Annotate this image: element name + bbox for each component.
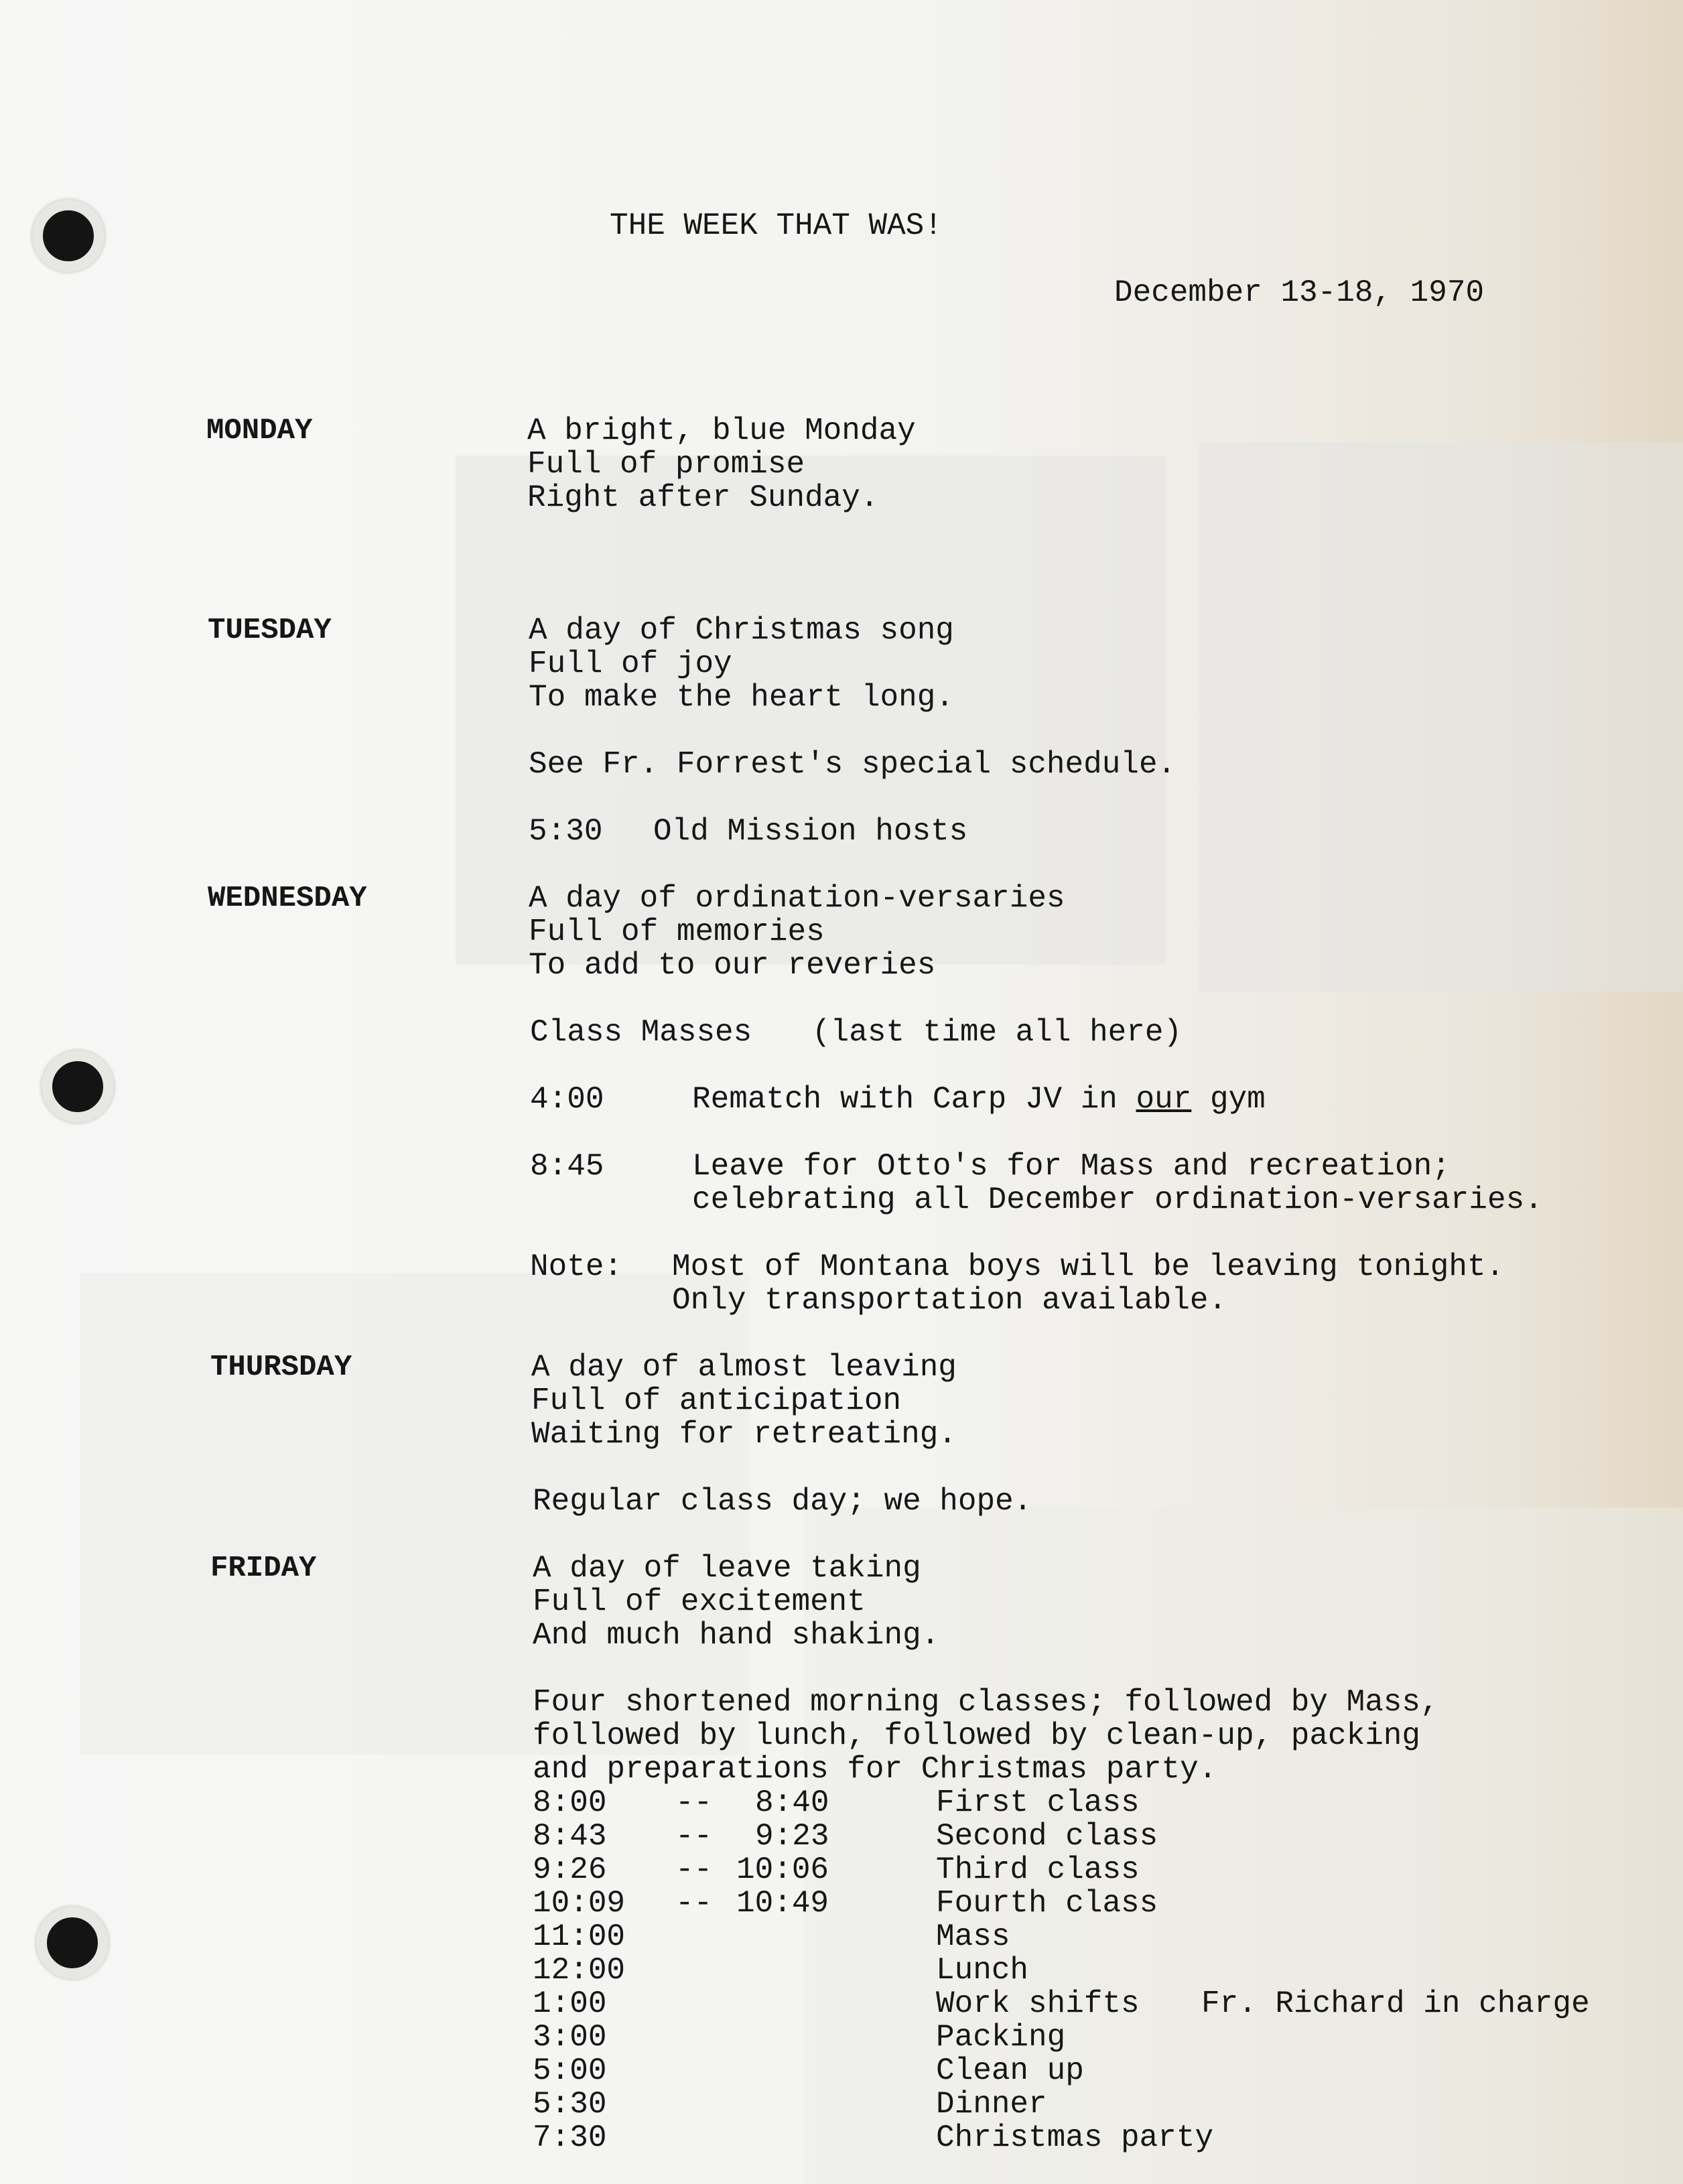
event-text-part: gym [1191,1082,1266,1117]
work-shift-note: Fr. Richard in charge [1201,1986,1590,2021]
monday-line: Full of promise [527,447,805,482]
thursday-note: Regular class day; we hope. [533,1484,1032,1519]
schedule-activity: Clean up [936,2053,1084,2088]
class-masses-note: (last time all here) [812,1015,1183,1050]
wednesday-event-text: Leave for Otto's for Mass and recreation; [692,1149,1451,1184]
schedule-dash: -- [675,1852,713,1887]
schedule-dash: -- [675,1886,713,1921]
day-label-thursday: THURSDAY [210,1351,352,1384]
schedule-start-time: 10:09 [533,1886,626,1921]
friday-line: And much hand shaking. [533,1618,940,1653]
binder-hole [32,200,105,272]
schedule-activity: Dinner [936,2087,1047,2122]
thursday-line: A day of almost leaving [531,1350,957,1385]
schedule-activity: Packing [936,2020,1066,2055]
tuesday-line: Full of joy [529,646,732,681]
schedule-start-time: 5:30 [533,2087,607,2122]
schedule-activity: Work shifts [936,1986,1140,2021]
underlined-word: our [1136,1082,1192,1117]
schedule-start-time: 3:00 [533,2020,607,2055]
tuesday-line: A day of Christmas song [529,613,954,648]
friday-paragraph-line: and preparations for Christmas party. [533,1752,1217,1787]
schedule-start-time: 9:26 [533,1852,607,1887]
friday-line: A day of leave taking [533,1551,921,1586]
schedule-activity: First class [936,1785,1140,1820]
wednesday-event-text [692,1083,1266,1116]
wednesday-event-text: celebrating all December ordination-versaries. [692,1182,1543,1217]
friday-paragraph-line: Four shortened morning classes; followed by Mass, [533,1685,1439,1720]
wednesday-event-time: 4:00 [530,1082,604,1117]
day-label-wednesday: WEDNESDAY [208,882,367,915]
wednesday-line: Full of memories [529,914,825,949]
friday-paragraph-line: followed by lunch, followed by clean-up, packing [533,1718,1421,1753]
schedule-end-time: 10:06 [736,1852,829,1887]
tuesday-event-text: Old Mission hosts [653,814,968,849]
tuesday-event-time: 5:30 [529,814,603,849]
bleed-through-photo [1199,442,1683,992]
tuesday-line: To make the heart long. [529,680,954,715]
day-label-monday: MONDAY [206,414,313,448]
schedule-dash: -- [675,1785,713,1820]
tuesday-note: See Fr. Forrest's special schedule. [529,747,1176,782]
schedule-end-time: 8:40 [755,1785,829,1820]
page-title: THE WEEK THAT WAS! [610,208,943,243]
schedule-start-time: 11:00 [533,1919,626,1954]
schedule-activity: Third class [936,1852,1140,1887]
schedule-activity: Second class [936,1819,1158,1854]
binder-hole [36,1907,109,1979]
monday-line: A bright, blue Monday [527,413,916,448]
schedule-start-time: 7:30 [533,2120,607,2155]
schedule-start-time: 1:00 [533,1986,607,2021]
day-label-tuesday: TUESDAY [208,614,332,647]
schedule-start-time: 5:00 [533,2053,607,2088]
schedule-activity: Lunch [936,1953,1029,1988]
note-label: Note: [530,1249,623,1284]
friday-line: Full of excitement [533,1584,866,1619]
class-masses-label: Class Masses [530,1015,752,1050]
note-text: Most of Montana boys will be leaving tonight. [672,1249,1505,1284]
wednesday-event-time: 8:45 [530,1149,604,1184]
schedule-start-time: 8:43 [533,1819,607,1854]
event-text-part: Rematch with Carp JV in [692,1082,1136,1117]
note-text: Only transportation available. [672,1283,1227,1318]
schedule-dash: -- [675,1819,713,1854]
binder-hole [42,1050,114,1123]
monday-line: Right after Sunday. [527,480,879,515]
schedule-activity: Mass [936,1919,1010,1954]
schedule-start-time: 8:00 [533,1785,607,1820]
day-label-friday: FRIDAY [210,1552,317,1585]
page-date: December 13-18, 1970 [1114,275,1485,310]
thursday-line: Waiting for retreating. [531,1417,957,1452]
schedule-activity: Fourth class [936,1886,1158,1921]
thursday-line: Full of anticipation [531,1383,902,1418]
wednesday-line: A day of ordination-versaries [529,881,1065,916]
schedule-end-time: 9:23 [755,1819,829,1854]
wednesday-line: To add to our reveries [529,948,936,983]
schedule-activity: Christmas party [936,2120,1214,2155]
schedule-start-time: 12:00 [533,1953,626,1988]
schedule-end-time: 10:49 [736,1886,829,1921]
